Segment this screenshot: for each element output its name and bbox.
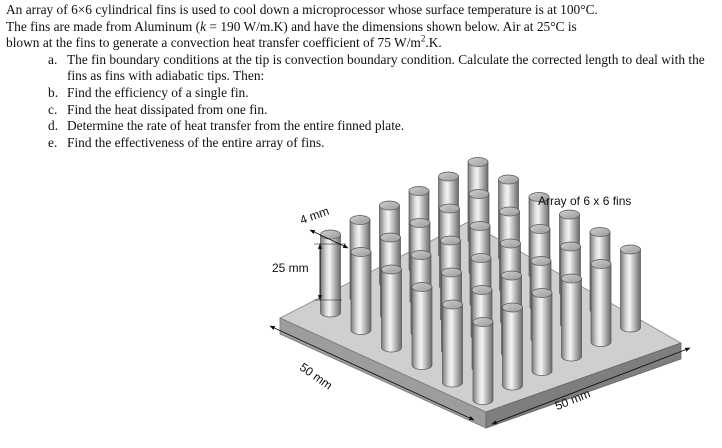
fin-cap	[560, 210, 580, 219]
fin	[591, 260, 611, 347]
fin	[443, 300, 463, 387]
question-label: c.	[48, 101, 58, 117]
fin-cap	[621, 245, 641, 254]
fin-cap	[500, 207, 520, 216]
intro-line-2-pre: The fins are made from Aluminum (	[6, 18, 201, 34]
fin-cap	[443, 300, 463, 309]
fin-cap	[501, 239, 521, 248]
fin-cap	[469, 190, 489, 199]
fin-cap	[499, 175, 519, 184]
question-label: e.	[48, 134, 58, 150]
fin-cap	[439, 172, 459, 181]
fin	[503, 303, 523, 390]
question-label: a.	[48, 51, 58, 67]
question-text: Find the heat dissipated from one fin.	[67, 101, 268, 117]
array-label: Array of 6 x 6 fins	[538, 194, 632, 208]
fin-cap	[503, 303, 523, 312]
fin	[382, 265, 402, 352]
question-text: Find the effectiveness of the entire array of fins.	[67, 134, 325, 150]
fin-body	[562, 279, 582, 362]
fin-body	[532, 293, 552, 376]
fin-cap	[350, 216, 370, 225]
question-text: Find the efficiency of a single fin.	[67, 84, 249, 100]
k-symbol: k	[200, 18, 207, 34]
fin-cap	[590, 228, 610, 237]
fin-cap	[409, 187, 429, 196]
fin-cap	[351, 248, 371, 257]
fin-body	[473, 322, 493, 405]
fin-body	[412, 287, 432, 370]
fin-body	[503, 308, 523, 391]
diameter-label: 4 mm	[298, 203, 331, 228]
fin-body	[591, 264, 611, 347]
fin-cap	[441, 236, 461, 245]
intro-line-2-post: = 190 W/m.K) and have the dimensions shown below. Air at 25°C is	[206, 18, 577, 34]
fin-body	[321, 235, 341, 318]
question-label: d.	[48, 118, 59, 134]
question-label: b.	[48, 84, 59, 100]
fin-cap	[591, 260, 611, 269]
fin	[351, 248, 371, 335]
fin-cap	[530, 225, 550, 234]
fin	[532, 289, 552, 376]
intro-line-3-sup: 2	[420, 33, 426, 44]
fin-cap	[412, 283, 432, 292]
fin	[473, 318, 493, 405]
fin-cap	[321, 230, 341, 239]
fin-cap	[473, 318, 493, 327]
width-label: 50 mm	[553, 386, 593, 413]
fin-cap	[531, 257, 551, 266]
fin-cap	[381, 233, 401, 242]
intro-line-3-pre: blown at the fins to generate a convection heat transfer coefficient of 75 W/m	[6, 35, 421, 51]
fin-cap	[561, 242, 581, 251]
fin-cap	[468, 158, 488, 167]
fin-body	[443, 305, 463, 388]
height-label: 25 mm	[272, 261, 309, 275]
fin-cap	[472, 286, 492, 295]
fin-cap	[532, 289, 552, 298]
fin-cap	[562, 274, 582, 283]
fin-cap	[411, 251, 431, 260]
fin-cap	[502, 271, 522, 280]
fin-cap	[442, 268, 462, 277]
fin	[412, 283, 432, 370]
fin-cap	[471, 254, 491, 263]
fin-body	[621, 250, 641, 333]
fin-body	[382, 270, 402, 353]
intro-line-1: An array of 6×6 cylindrical fins is used to cool down a microprocessor whose surface temperature is at 100°C.	[6, 2, 598, 17]
fin-cap	[380, 201, 400, 210]
question-text: The fin boundary conditions at the tip is convection boundary condition. Calculate the corrected length to deal with the fins as fins with adiabatic tips. Then:	[67, 51, 705, 84]
question-text: Determine the rate of heat transfer from the entire finned plate.	[67, 118, 405, 134]
fin	[621, 245, 641, 332]
fin-body	[351, 252, 371, 335]
fin-cap	[440, 204, 460, 213]
fin-cap	[470, 222, 490, 231]
intro-line-3-post: .K.	[425, 35, 442, 51]
depth-label: 50 mm	[296, 360, 336, 393]
fin-cap	[382, 265, 402, 274]
fin	[562, 274, 582, 361]
fin-cap	[410, 219, 430, 228]
